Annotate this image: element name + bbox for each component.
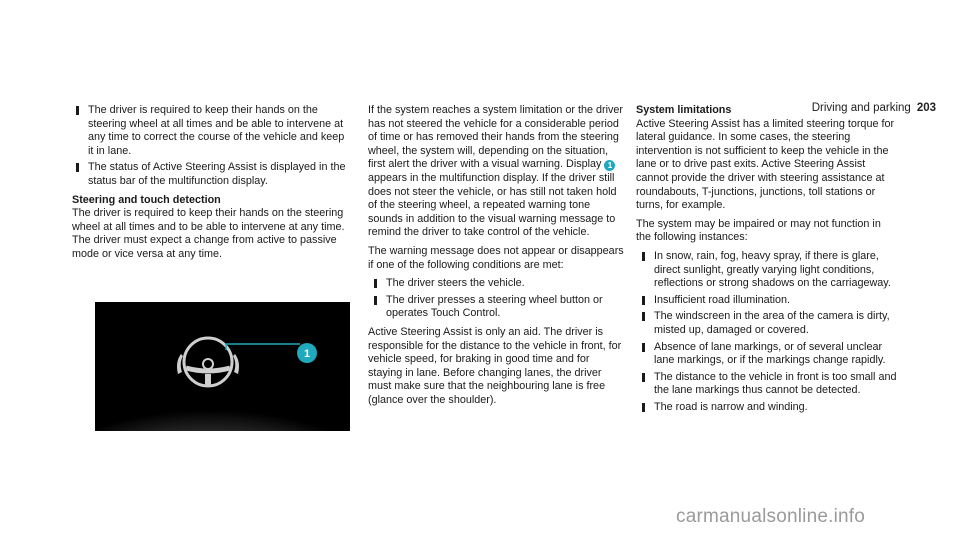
bullet-list-2 (368, 277, 624, 321)
list-item: In snow, rain, fog, heavy spray, if there is glare, direct sunlight, greatly varying light conditions, reflections or strong shadows on the carriageway. (636, 250, 898, 291)
list-item: Absence of lane markings, or of several unclear lane markings, or if the markings change rapidly. (636, 341, 898, 368)
list-item: The driver presses a steering wheel button or operates Touch Control. (368, 294, 624, 321)
list-item: The driver steers the vehicle. (368, 277, 624, 291)
section-heading-system-limitations: System limitations (636, 104, 732, 116)
paragraph-warning (368, 104, 624, 240)
list-item: The status of Active Steering Assist is displayed in the status bar of the multifunction display. (72, 161, 352, 188)
list-item: The driver is required to keep their hands on the steering wheel at all times and be able to intervene at any time to correct the course of the vehicle and keep it in lane. (72, 104, 352, 158)
steering-wheel-svg (95, 302, 350, 431)
list-item: The distance to the vehicle in front is too small and the lane markings thus cannot be detected. (636, 371, 898, 398)
list-item: Insufficient road illumination. (636, 294, 898, 308)
steering-wheel-illustration (95, 302, 350, 431)
column-2 (368, 104, 624, 412)
watermark-link[interactable]: carmanualsonline.info (676, 506, 866, 527)
paragraph-text: If the system reaches a system limitation or the driver has not steered the vehicle for a considerable period of time or has removed their hands from the steering wheel, the system will, depending on the situation, first alert the driver with a visual warning. Display (368, 104, 624, 171)
paragraph: The warning message does not appear or disappears if one of the following conditions are met: (368, 244, 624, 271)
bullet-list-3 (636, 250, 898, 415)
paragraph: The driver is required to keep their hands on the steering wheel at all times and to be able to intervene at any time. The driver must expect a change from active to passive mode or vice versa at any time. (72, 207, 345, 260)
list-item: The windscreen in the area of the camera is dirty, misted up, damaged or covered. (636, 310, 898, 337)
callout-number: 1 (303, 348, 311, 360)
column-3 (636, 104, 898, 419)
list-item: The road is narrow and winding. (636, 401, 898, 415)
section-title: Driving and parking (811, 102, 911, 114)
paragraph: The system may be impaired or may not function in the following instances: (636, 217, 881, 244)
page-number: 203 (916, 102, 936, 114)
paragraph: Active Steering Assist is only an aid. The driver is responsible for the distance to the vehicle in front, for vehicle speed, for braking in good time and for staying in lane. Before changing lanes, the driver must make sure that the neighbouring lane is free (glance over the shoulder). (368, 325, 622, 406)
paragraph: Active Steering Assist has a limited steering torque for lateral guidance. In some cases, the steering intervention is not sufficient to keep the vehicle in the lane or to drive past exits. Active Steering Assist cannot provide the driver with steering assistance at roundabouts, T-junctions, junctions, toll stations or turns, for example. (636, 117, 895, 212)
display-callout-badge: 1 (604, 160, 615, 171)
paragraph-text: appears in the multifunction display. If the driver still does not steer the vehicle, or has still not taken hold of the steering wheel, a repeated warning tone sounds in addition to the visual warning message to remind the driver to take control of the vehicle. (368, 171, 617, 239)
section-heading-steering-touch: Steering and touch detection (72, 193, 221, 206)
column-1 (72, 104, 352, 267)
bullet-list-1 (72, 104, 352, 189)
